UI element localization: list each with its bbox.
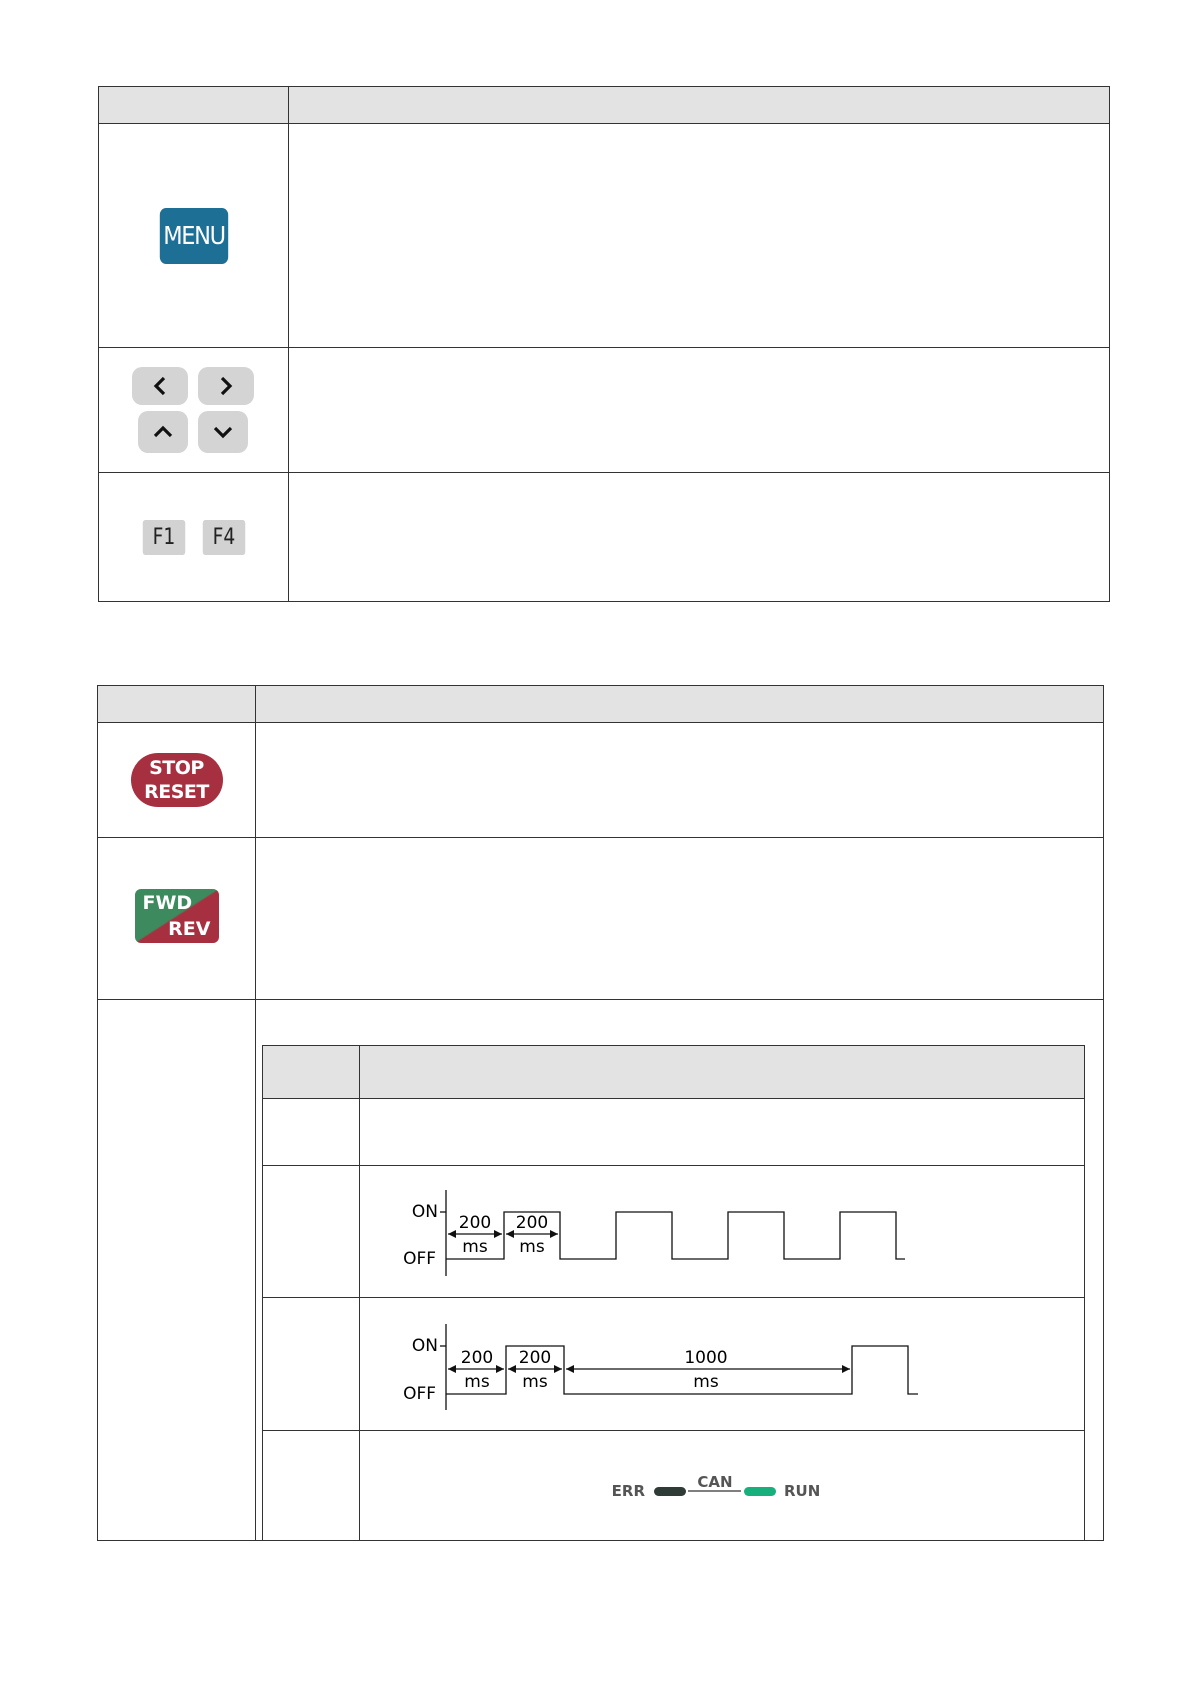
fwd-rev-key[interactable] [135, 889, 219, 943]
table-header-row [99, 87, 1110, 124]
pulse2-unit: ms [522, 1372, 548, 1392]
table-row-arrows [99, 348, 1110, 473]
led-cell [360, 1431, 1085, 1541]
inner-header-cell-description [360, 1046, 1085, 1099]
pulse1-unit: ms [464, 1372, 490, 1392]
led-state-table [262, 1045, 1085, 1541]
down-key[interactable] [198, 411, 248, 453]
chevron-left-icon [150, 375, 170, 397]
state-cell [263, 1298, 360, 1431]
rev-label: REV [168, 918, 211, 940]
key-cell [99, 473, 289, 602]
timing-diagram-fast [360, 1166, 1085, 1292]
can-label: CAN [697, 1473, 733, 1491]
pulse2-value: 200 [518, 1348, 552, 1368]
inner-row-slow-blink [263, 1298, 1085, 1431]
timing-cell [360, 1166, 1085, 1298]
description-cell [256, 723, 1104, 838]
arrow-keys [132, 367, 256, 453]
on-label: ON [411, 1336, 438, 1356]
off-label: OFF [403, 1249, 436, 1269]
on-label: ON [411, 1202, 438, 1222]
fwd-label: FWD [142, 892, 193, 914]
pulse1-value: 200 [460, 1348, 494, 1368]
key-cell [98, 838, 256, 1000]
run-led-icon [744, 1487, 776, 1496]
pulse2-unit: ms [519, 1237, 545, 1257]
gap-unit: ms [693, 1372, 719, 1392]
led-indicator-diagram [360, 1431, 1085, 1535]
header-cell-key [98, 686, 256, 723]
run-label: RUN [784, 1482, 821, 1500]
description-cell [360, 1099, 1085, 1166]
stop-label: STOP [149, 757, 204, 779]
key-cell [98, 1000, 256, 1541]
table-row-fwd-rev [98, 838, 1104, 1000]
header-cell-description [256, 686, 1104, 723]
description-cell [256, 838, 1104, 1000]
key-cell [99, 124, 289, 348]
state-cell [263, 1099, 360, 1166]
function-keys [139, 520, 249, 555]
inner-header-row [263, 1046, 1085, 1099]
up-key[interactable] [138, 411, 188, 453]
pulse2-value: 200 [515, 1213, 549, 1233]
right-key[interactable] [198, 367, 254, 405]
state-cell [263, 1166, 360, 1298]
timing-cell [360, 1298, 1085, 1431]
key-cell [98, 723, 256, 838]
header-cell-key [99, 87, 289, 124]
description-cell [289, 348, 1110, 473]
table-row-function-keys [99, 473, 1110, 602]
chevron-up-icon [152, 422, 174, 442]
description-cell [289, 124, 1110, 348]
stop-reset-key[interactable] [131, 753, 223, 807]
state-cell [263, 1431, 360, 1541]
description-cell [289, 473, 1110, 602]
pulse1-value: 200 [458, 1213, 492, 1233]
key-cell [99, 348, 289, 473]
inner-row-led [263, 1431, 1085, 1541]
gap-value: 1000 [684, 1348, 728, 1368]
left-key[interactable] [132, 367, 188, 405]
inner-row-fast-blink [263, 1166, 1085, 1298]
err-led-icon [654, 1487, 686, 1496]
reset-label: RESET [144, 781, 209, 803]
chevron-down-icon [212, 422, 234, 442]
chevron-right-icon [216, 375, 236, 397]
off-label: OFF [403, 1384, 436, 1404]
table-row-stop-reset [98, 723, 1104, 838]
timing-diagram-slow [360, 1298, 1085, 1425]
table-header-row [98, 686, 1104, 723]
menu-key[interactable]: MENU [159, 208, 227, 264]
inner-header-cell-state [263, 1046, 360, 1099]
header-cell-description [289, 87, 1110, 124]
table-row-menu [99, 124, 1110, 348]
keypad-keys-table-1 [98, 86, 1110, 602]
err-label: ERR [611, 1482, 645, 1500]
inner-row-1 [263, 1099, 1085, 1166]
pulse1-unit: ms [462, 1237, 488, 1257]
f1-key[interactable]: F1 [142, 520, 185, 555]
f4-key[interactable]: F4 [202, 520, 245, 555]
